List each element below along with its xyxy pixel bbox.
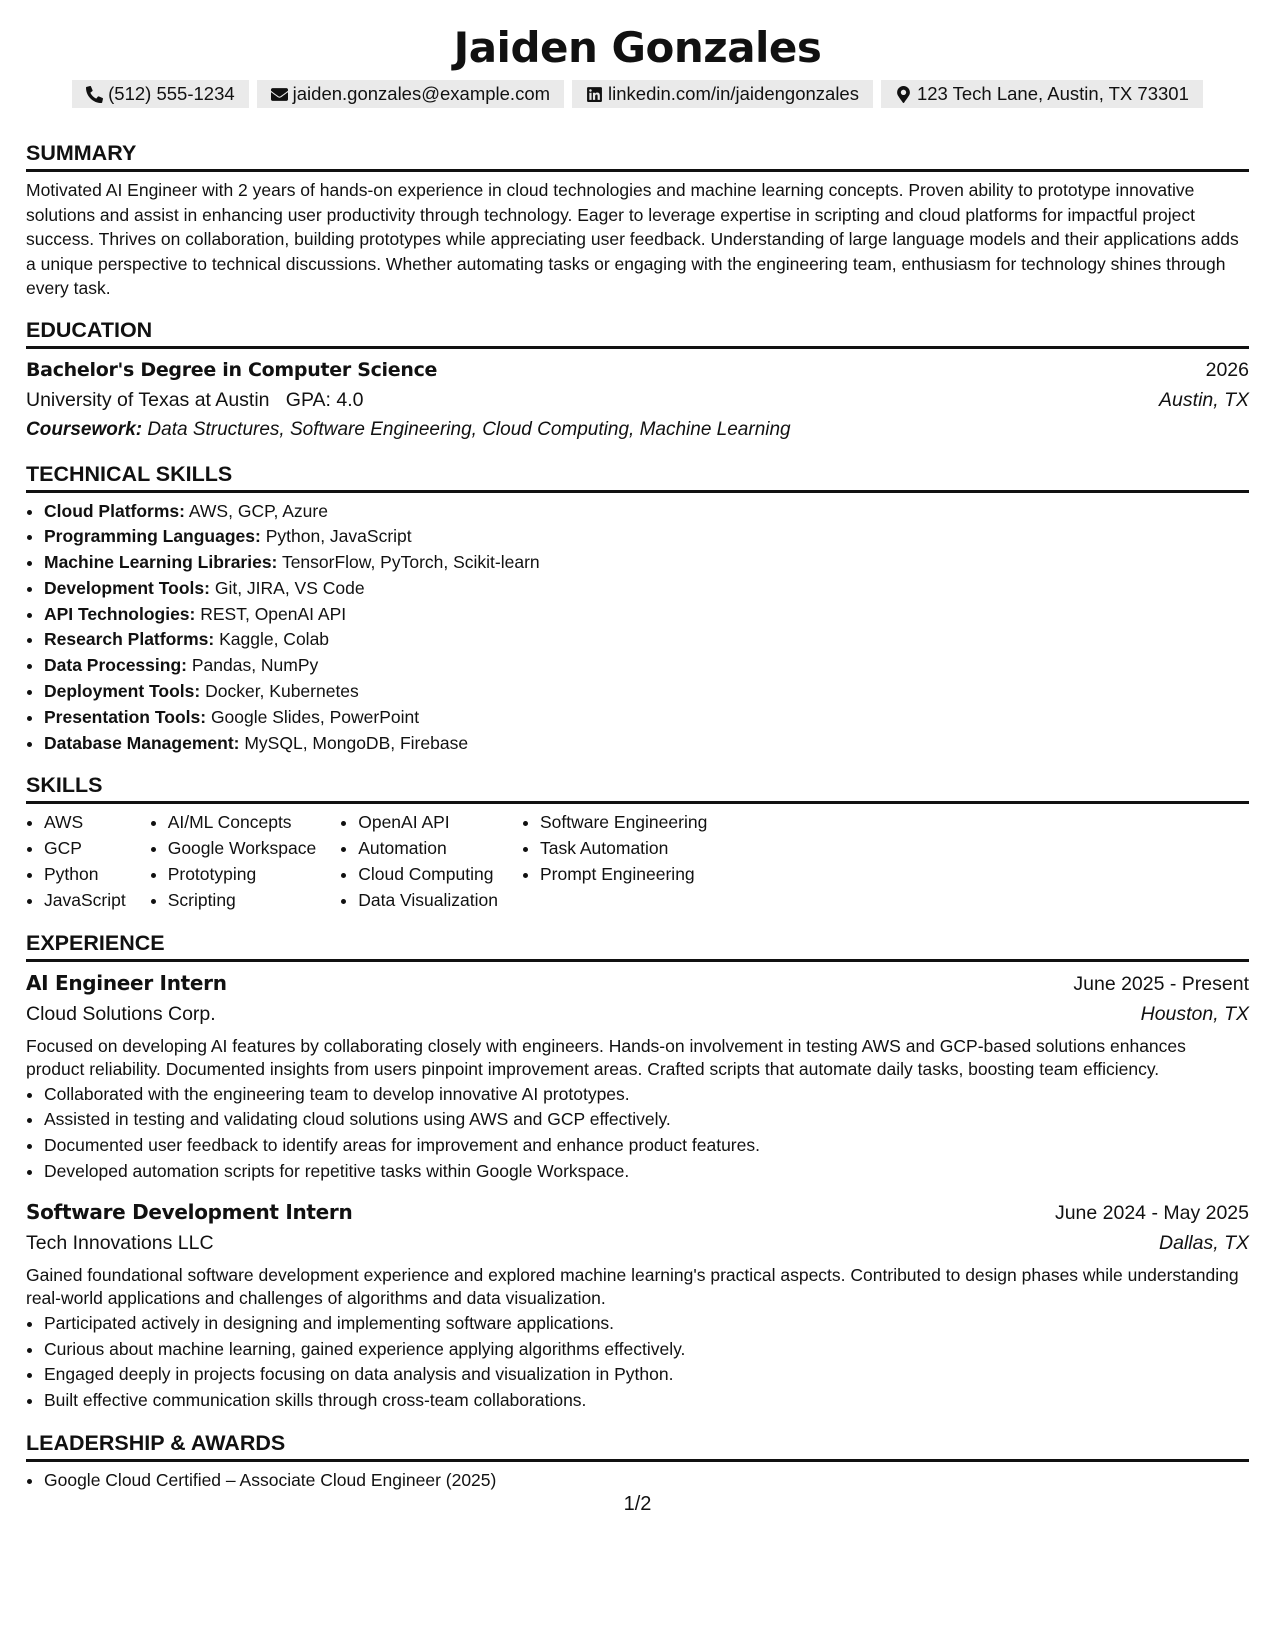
job-company: Cloud Solutions Corp. [26,1002,216,1025]
skill-category-label: Programming Languages: [44,526,261,547]
list-item: • Curious about machine learning, gained experience applying algorithms effectively. [44,1337,1249,1363]
list-item: • Assisted in testing and validating cloud solutions using AWS and GCP effectively. [44,1107,1249,1133]
list-item: • JavaScript [44,888,126,914]
skills-column-1 [26,810,126,913]
phone-icon [86,86,103,103]
contact-email-text: jaiden.gonzales@example.com [292,83,551,104]
contact-email[interactable] [257,80,564,108]
list-item [44,602,1249,628]
list-item: • Prompt Engineering [540,862,707,888]
list-item: • Participated actively in designing and implementing software applications. [44,1311,1249,1337]
list-item: • Prototyping [168,862,317,888]
list-item: • Scripting [168,888,317,914]
education-school-row [26,385,1249,415]
contact-linkedin-text: linkedin.com/in/jaidengonzales [608,83,859,104]
list-item: • Built effective communication skills through cross-team collaborations. [44,1388,1249,1414]
education-year: 2026 [1205,358,1249,381]
section-title-leadership: LEADERSHIP & AWARDS [26,1430,1249,1462]
contact-address-text: 123 Tech Lane, Austin, TX 73301 [916,83,1189,104]
skill-category-label: Research Platforms: [44,629,215,650]
list-item: • Engaged deeply in projects focusing on data analysis and visualization in Python. [44,1362,1249,1388]
job-bullets [26,1311,1249,1414]
job-location: Dallas, TX [1159,1231,1249,1254]
education-school-line [26,385,363,415]
contact-bar [26,80,1249,108]
candidate-name: Jaiden Gonzales [453,23,822,72]
job-dates: June 2024 - May 2025 [1054,1201,1249,1224]
linkedin-icon [586,86,603,103]
contact-address [881,80,1203,108]
list-item: • AI/ML Concepts [168,810,317,836]
education-location: Austin, TX [1159,388,1249,411]
section-title-experience: EXPERIENCE [26,930,1249,962]
skill-category-value: Docker, Kubernetes [205,681,359,702]
list-item [44,679,1249,705]
skill-category-value: Kaggle, Colab [219,629,330,650]
skill-category-value: Git, JIRA, VS Code [214,577,365,598]
job-dates: June 2025 - Present [1073,972,1249,995]
list-item: • Developed automation scripts for repetitive tasks within Google Workspace. [44,1159,1249,1185]
skills-column-3 [340,810,498,913]
skill-category-label: Cloud Platforms: [44,500,185,521]
job-bullets [26,1082,1249,1185]
education-coursework [26,415,1249,445]
coursework-label: Coursework: [26,418,143,440]
job-company: Tech Innovations LLC [26,1231,214,1254]
list-item: • Automation [358,836,498,862]
job-header-row [26,1197,1249,1228]
experience-entry [26,968,1249,1185]
list-item [44,653,1249,679]
list-item [44,705,1249,731]
section-title-summary: SUMMARY [26,140,1249,172]
contact-linkedin[interactable] [572,80,873,108]
skill-category-value: TensorFlow, PyTorch, Scikit-learn [281,552,540,573]
skill-category-value: Google Slides, PowerPoint [210,706,420,727]
skill-category-label: Development Tools: [44,577,210,598]
skill-category-label: Database Management: [44,732,240,753]
contact-phone[interactable] [72,80,249,108]
list-item [44,550,1249,576]
section-title-skills: SKILLS [26,772,1249,804]
map-pin-icon [895,86,912,103]
contact-phone-text: (512) 555-1234 [108,83,235,104]
list-item: • AWS [44,810,126,836]
page-number: 1/2 [623,1493,652,1515]
list-item: • Google Cloud Certified – Associate Cloud Engineer (2025) [44,1468,1249,1494]
experience-entry [26,1197,1249,1414]
skill-category-label: Data Processing: [44,655,187,676]
list-item: • OpenAI API [358,810,498,836]
list-item: • Data Visualization [358,888,498,914]
envelope-icon [271,86,288,103]
skill-category-value: REST, OpenAI API [200,603,347,624]
skills-column-2 [150,810,317,913]
list-item [44,524,1249,550]
list-item [44,627,1249,653]
list-item: • Software Engineering [540,810,707,836]
job-title: AI Engineer Intern [26,970,227,995]
job-title: Software Development Intern [26,1199,353,1224]
technical-skills-list [26,499,1249,757]
list-item: • Documented user feedback to identify areas for improvement and enhance product features. [44,1133,1249,1159]
skill-category-label: Deployment Tools: [44,681,201,702]
job-summary: Gained foundational software development experience and explored machine learning's practical aspects. Contributed to design phases while understanding real-world applications and challenges of algorithms and data visualization. [26,1264,1239,1309]
summary-text: Motivated AI Engineer with 2 years of hands-on experience in cloud technologies and machine learning concepts. Proven ability to prototype innovative solutions and assist in enhancing user productivity through technology. Eager to leverage expertise in scripting and cloud platforms for impactful project success. Thrives on collaboration, building prototypes while appreciating user feedback. Understanding of large language models and their applications adds a unique perspective to technical discussions. Whether automating tasks or engaging with the engineering team, enthusiasm for technology shines through every task. [26,180,1239,298]
skill-category-label: Presentation Tools: [44,706,207,727]
education-school: University of Texas at Austin [26,388,270,411]
list-item [44,731,1249,757]
list-item: • Google Workspace [168,836,317,862]
skills-grid [26,810,1249,913]
section-title-education: EDUCATION [26,317,1249,349]
list-item: • GCP [44,836,126,862]
job-company-row [26,999,1249,1029]
leadership-list [26,1468,1249,1494]
skill-category-label: Machine Learning Libraries: [44,552,278,573]
education-degree: Bachelor's Degree in Computer Science [26,358,438,381]
list-item: • Collaborated with the engineering team to develop innovative AI prototypes. [44,1082,1249,1108]
job-location: Houston, TX [1140,1002,1249,1025]
section-title-technical-skills: TECHNICAL SKILLS [26,461,1249,493]
list-item: • Python [44,862,126,888]
job-company-row [26,1228,1249,1258]
skill-category-label: API Technologies: [44,603,196,624]
coursework-list: Data Structures, Software Engineering, Cloud Computing, Machine Learning [147,418,791,440]
skill-category-value: AWS, GCP, Azure [188,500,328,521]
education-header-row [26,355,1249,385]
list-item [44,576,1249,602]
list-item [44,499,1249,525]
job-header-row [26,968,1249,999]
education-gpa: GPA: 4.0 [285,388,364,411]
job-summary: Focused on developing AI features by collaborating closely with engineers. Hands-on involvement in testing AWS and GCP-based solutions enhances product reliability. Documented insights from users pinpoint improvement areas. Crafted scripts that automate daily tasks, boosting team efficiency. [26,1035,1186,1080]
skill-category-value: MySQL, MongoDB, Firebase [244,732,469,753]
list-item: • Task Automation [540,836,707,862]
skills-column-4 [522,810,707,913]
list-item: • Cloud Computing [358,862,498,888]
skill-category-value: Pandas, NumPy [191,655,319,676]
skill-category-value: Python, JavaScript [265,526,412,547]
